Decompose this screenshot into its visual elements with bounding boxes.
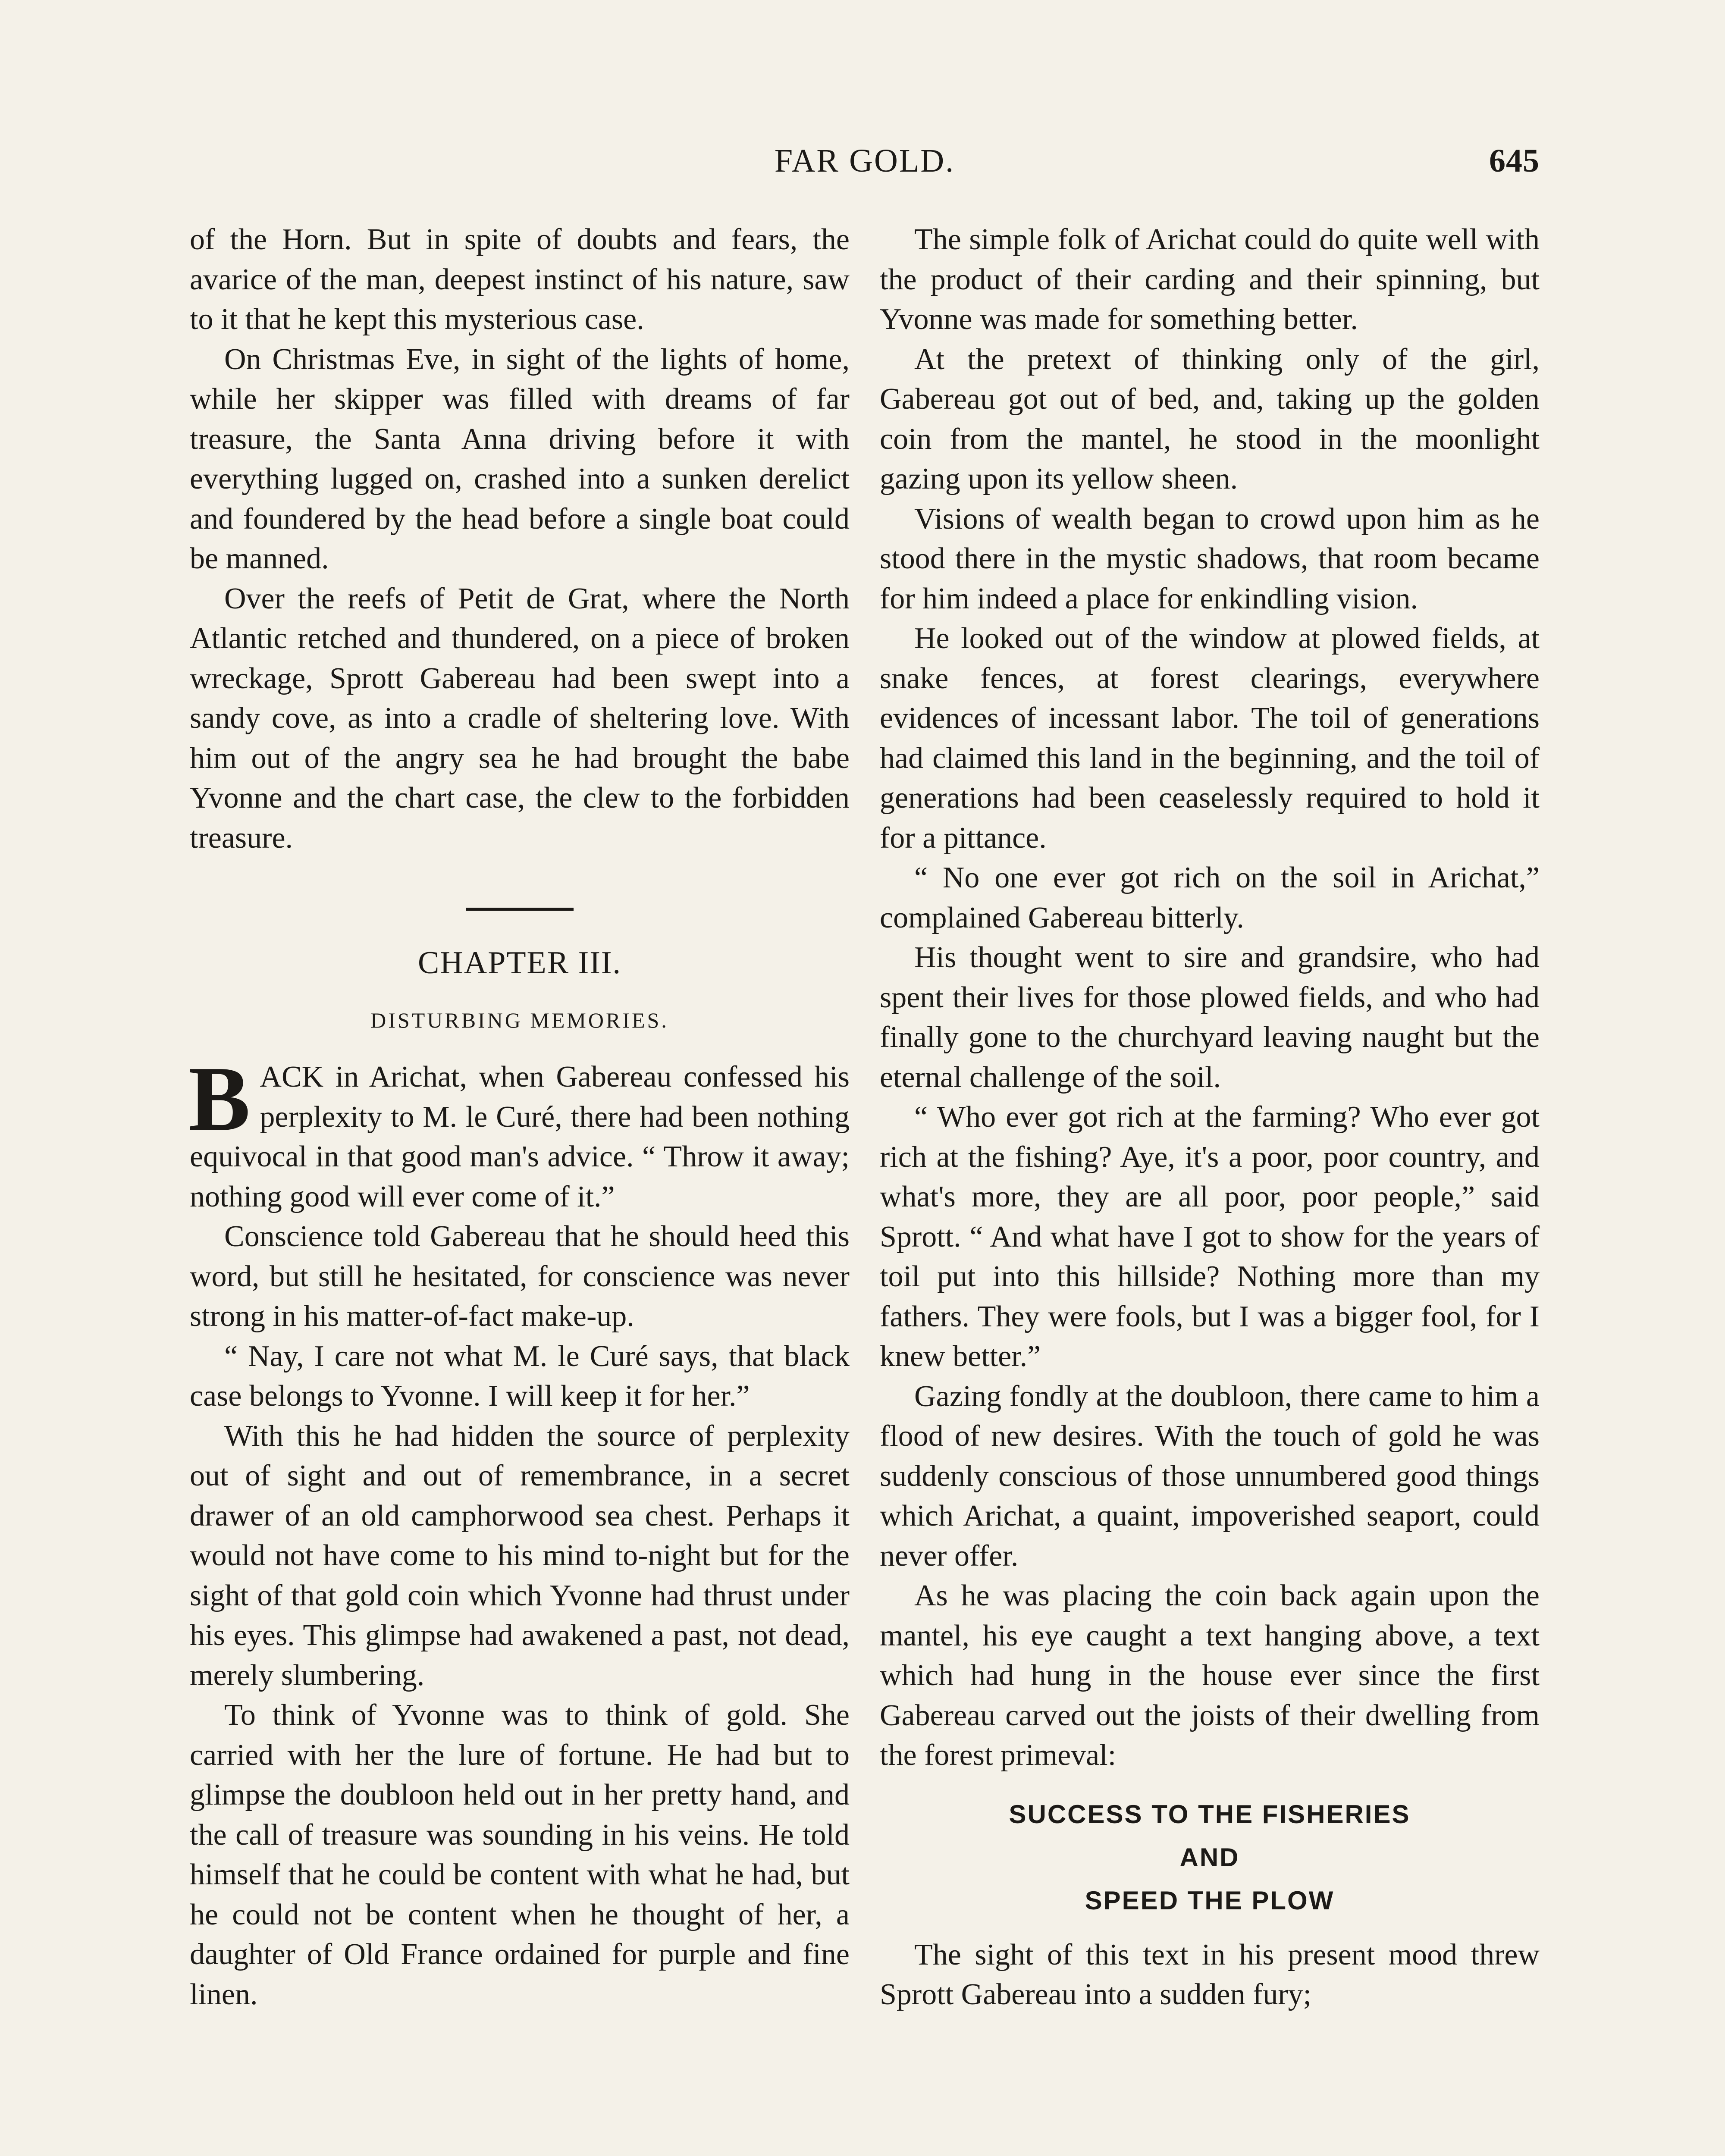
chapter-heading: CHAPTER III. xyxy=(417,945,622,981)
paragraph: His thought went to sire and grandsire, who had spent their lives for those plowed fields, and who had finally gone to the churchyard leaving naught but the eternal challenge of the soil. xyxy=(880,941,1540,1094)
paragraph: The sight of this text in his present mood threw Sprott Gabereau into a sudden fury; xyxy=(880,1938,1540,2011)
paragraph: of the Horn. But in spite of doubts and fears, the avarice of the man, deepest instinct of his nature, saw to it that he kept this mysterious case. xyxy=(190,223,850,336)
paragraph: To think of Yvonne was to think of gold. She carried with her the lure of fortune. He had but to glimpse the doubloon held out in her pretty hand, and the call of treasure was sounding in his veins. He told himself that he could be content with what he had, but he could not be content when he thought of her, a daughter of Old France ordained for purple and fine linen. xyxy=(190,1698,850,2011)
motto-line: SUCCESS TO THE FISHERIES xyxy=(1009,1799,1411,1829)
motto-line: AND xyxy=(1179,1843,1240,1872)
paragraph: He looked out of the window at plowed fields, at snake fences, at forest clearings, everywhere evidences of incessant labor. The toil of generations had claimed this land in the beginning, and the toil of generations had been ceaselessly required to hold it for a pittance. xyxy=(880,622,1540,855)
drop-cap: B xyxy=(188,1047,251,1150)
paragraph: On Christmas Eve, in sight of the lights of home, while her skipper was filled with dreams of far treasure, the Santa Anna driving before it with everything lugged on, crashed into a sunken derelict and foundered by the head before a single boat could be manned. xyxy=(190,342,850,575)
paragraph: Visions of wealth began to crowd upon him as he stood there in the mystic shadows, that room became for him indeed a place for enkindling vision. xyxy=(880,502,1540,615)
paragraph xyxy=(188,1047,850,1217)
paragraph: As he was placing the coin back again upon the mantel, his eye caught a text hanging above, a text which had hung in the house ever since the first Gabereau carved out the joists of their dwelling from the forest primeval: xyxy=(880,1579,1540,1772)
paragraph: With this he had hidden the source of perplexity out of sight and out of remembrance, in a secret drawer of an old camphorwood sea chest. Perhaps it would not have come to his mind to-night but for the sight of that gold coin which Yvonne had thrust under his eyes. This glimpse had awakened a past, not dead, merely slumbering. xyxy=(190,1419,850,1692)
paragraph: Gazing fondly at the doubloon, there came to him a flood of new desires. With the touch of gold he was suddenly conscious of those unnumbered good things which Arichat, a quaint, impoverished seaport, could never offer. xyxy=(880,1379,1540,1573)
motto-line: SPEED THE PLOW xyxy=(1085,1886,1335,1915)
paragraph: The simple folk of Arichat could do quite well with the product of their carding and their spinning, but Yvonne was made for something better. xyxy=(880,223,1540,336)
running-title: FAR GOLD. xyxy=(774,143,955,179)
chapter-subheading: DISTURBING MEMORIES. xyxy=(370,1008,669,1032)
section-divider xyxy=(466,908,574,911)
paragraph: “ Who ever got rich at the farming? Who ever got rich at the fishing? Aye, it's a poor, poor country, and what's more, they are all poor, poor people,” said Sprott. “ And what have I got to show for the years of toil put into this hillside? Nothing more than my fathers. They were fools, but I was a bigger fool, for I knew better.” xyxy=(880,1100,1540,1373)
paragraph: “ Nay, I care not what M. le Curé says, that black case belongs to Yvonne. I will keep it for her.” xyxy=(190,1339,850,1413)
motto-text xyxy=(880,1793,1540,1922)
paragraph: Over the reefs of Petit de Grat, where the North Atlantic retched and thundered, on a piece of broken wreckage, Sprott Gabereau had been swept into a sandy cove, as into a cradle of sheltering love. With him out of the angry sea he had brought the babe Yvonne and the chart case, the clew to the forbidden treasure. xyxy=(190,582,850,855)
left-column xyxy=(190,220,850,2015)
right-column xyxy=(880,220,1540,2015)
paragraph: “ No one ever got rich on the soil in Arichat,” complained Gabereau bitterly. xyxy=(880,861,1540,934)
page-number: 645 xyxy=(1489,143,1540,179)
paragraph: At the pretext of thinking only of the girl, Gabereau got out of bed, and, taking up the golden coin from the mantel, he stood in the moonlight gazing upon its yellow sheen. xyxy=(880,342,1540,495)
paragraph: Conscience told Gabereau that he should heed this word, but still he hesitated, for conscience was never strong in his matter-of-fact make-up. xyxy=(190,1220,850,1333)
running-head xyxy=(190,142,1540,190)
paragraph-text: ACK in Arichat, when Gabereau confessed his perplexity to M. le Curé, there had been nothing equivocal in that good man's advice. “ Throw it away; nothing good will ever come of it.” xyxy=(190,1060,850,1213)
